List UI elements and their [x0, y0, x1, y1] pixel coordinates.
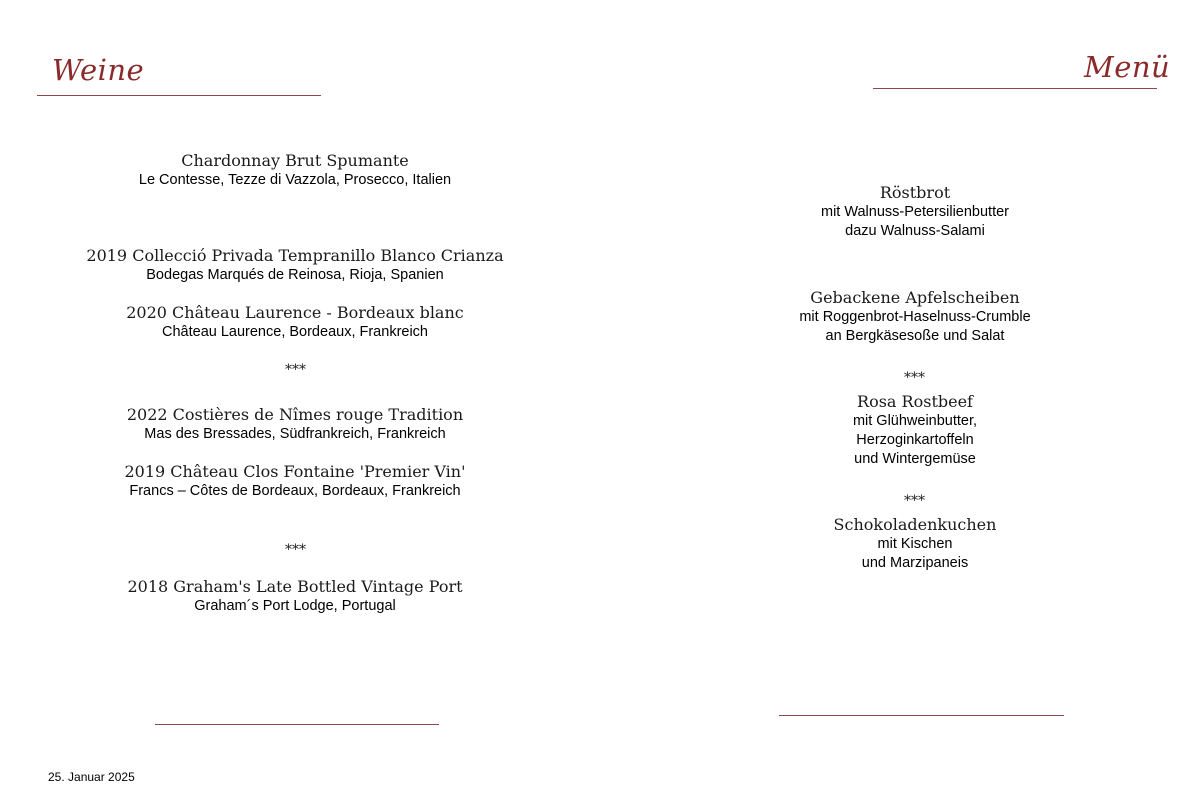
wine-name: 2022 Costières de Nîmes rouge Tradition [126, 405, 464, 424]
separator-stars: *** [285, 542, 306, 558]
wine-item [95, 151, 495, 190]
menu-bottom-rule [779, 715, 1064, 716]
course-name: Schokoladenkuchen [833, 515, 997, 534]
separator-stars: *** [904, 370, 925, 386]
course-line: mit Walnuss-Petersilienbutter [820, 204, 1010, 220]
wine-origin: Graham´s Port Lodge, Portugal [194, 598, 396, 614]
course-line: dazu Walnuss-Salami [845, 223, 985, 239]
course-item [765, 515, 1065, 573]
course-line: mit Kischen [877, 536, 953, 552]
course-item [765, 288, 1065, 346]
wine-origin: Bodegas Marqués de Reinosa, Rioja, Spanien [146, 267, 444, 283]
wine-name: 2018 Graham's Late Bottled Vintage Port [127, 577, 463, 596]
menu-heading: Menü [1084, 50, 1171, 84]
wine-name: 2019 Château Clos Fontaine 'Premier Vin' [124, 462, 466, 481]
menu-heading-rule [873, 88, 1157, 89]
menu-date: 25. Januar 2025 [48, 770, 135, 784]
wine-origin: Le Contesse, Tezze di Vazzola, Prosecco, Italien [138, 172, 452, 188]
wine-heading-rule [37, 95, 321, 96]
wine-origin: Mas des Bressades, Südfrankreich, Frankreich [144, 426, 446, 442]
wine-item [95, 462, 495, 501]
wine-bottom-rule [155, 724, 439, 725]
wine-origin: Château Laurence, Bordeaux, Frankreich [162, 324, 428, 340]
course-line: mit Roggenbrot-Haselnuss-Crumble [799, 309, 1031, 325]
wine-item [95, 405, 495, 444]
wine-item [45, 246, 545, 285]
wine-item [95, 303, 495, 342]
course-name: Röstbrot [879, 183, 951, 202]
separator-stars: *** [285, 362, 306, 378]
course-name: Gebackene Apfelscheiben [810, 288, 1020, 307]
wine-heading: Weine [52, 53, 145, 87]
course-item [765, 392, 1065, 469]
wine-name: Chardonnay Brut Spumante [181, 151, 409, 170]
separator-stars: *** [904, 493, 925, 509]
course-item [765, 183, 1065, 241]
wine-item [95, 577, 495, 616]
course-line: Herzoginkartoffeln [856, 432, 974, 448]
course-line: mit Glühweinbutter, [852, 413, 978, 429]
course-line: und Wintergemüse [854, 451, 976, 467]
wine-name: 2020 Château Laurence - Bordeaux blanc [126, 303, 464, 322]
course-line: an Bergkäsesoße und Salat [825, 328, 1005, 344]
course-name: Rosa Rostbeef [857, 392, 973, 411]
course-line: und Marzipaneis [861, 555, 969, 571]
wine-name: 2019 Collecció Privada Tempranillo Blanco Crianza [86, 246, 504, 265]
wine-origin: Francs – Côtes de Bordeaux, Bordeaux, Frankreich [129, 483, 461, 499]
